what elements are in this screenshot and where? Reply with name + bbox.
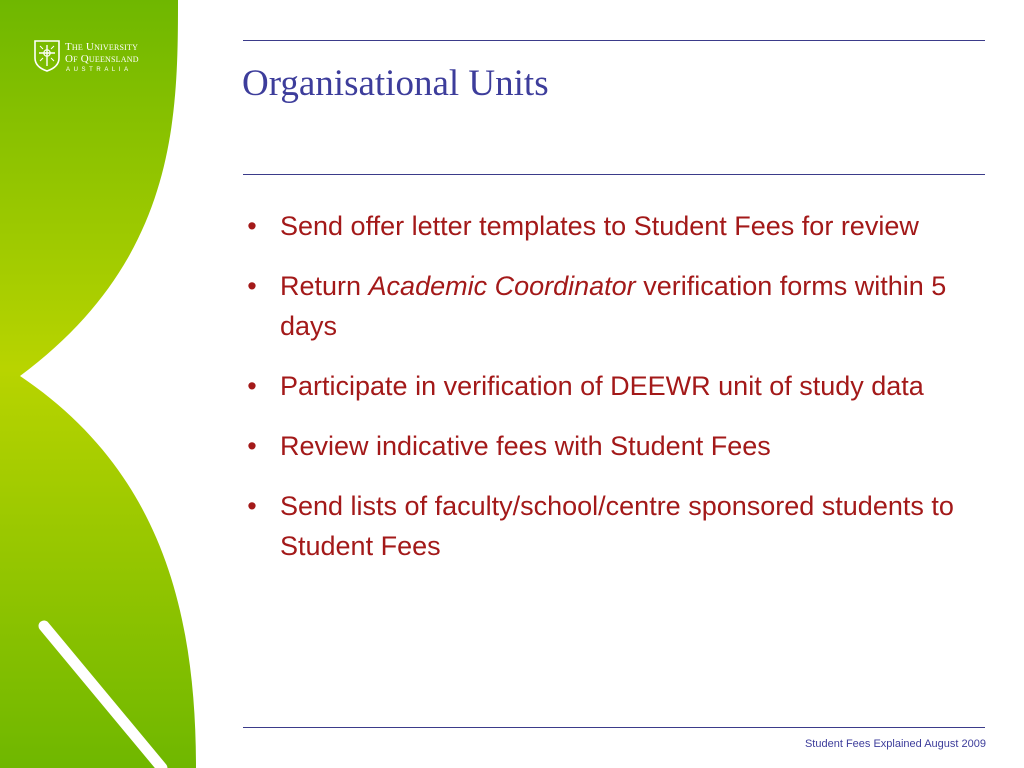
- logo-text-line2: Of Queensland: [65, 53, 139, 65]
- bullet-text: Send offer letter templates to Student Fees for review: [280, 211, 919, 241]
- uq-crest-icon: [34, 40, 60, 72]
- bullet-text-emphasis: Academic Coordinator: [368, 271, 636, 301]
- bullet-text: Review indicative fees with Student Fees: [280, 431, 771, 461]
- bullet-item: [240, 486, 1000, 566]
- footer-rule: [243, 727, 985, 728]
- university-logo: [34, 38, 169, 80]
- bullet-dot-icon: •: [247, 211, 257, 241]
- bullet-dot-icon: •: [247, 431, 257, 461]
- bullet-list: [240, 206, 1000, 586]
- bullet-item: [240, 266, 1000, 346]
- bullet-text-before: Return: [280, 271, 369, 301]
- title-underline-rule: [243, 174, 985, 175]
- logo-text-line1: The University: [65, 41, 139, 53]
- bullet-text-after: verification forms within 5 days: [280, 271, 947, 341]
- bullet-item: [240, 366, 1000, 406]
- slide-footer: Student Fees Explained August 2009: [804, 738, 986, 750]
- bullet-text: Send lists of faculty/school/centre sponsored students to Student Fees: [280, 491, 954, 561]
- top-rule: [243, 40, 985, 41]
- bullet-item: [240, 426, 1000, 466]
- bullet-item: [240, 206, 1000, 246]
- green-panel-shape: [0, 0, 196, 768]
- green-side-panel: [0, 0, 200, 768]
- bullet-dot-icon: •: [247, 491, 257, 521]
- bullet-text: Participate in verification of DEEWR unit of study data: [280, 371, 924, 401]
- bullet-dot-icon: •: [247, 271, 257, 301]
- logo-text-australia: AUSTRALIA: [66, 67, 132, 73]
- slide-title: Organisational Units: [242, 63, 549, 104]
- bullet-dot-icon: •: [247, 371, 257, 401]
